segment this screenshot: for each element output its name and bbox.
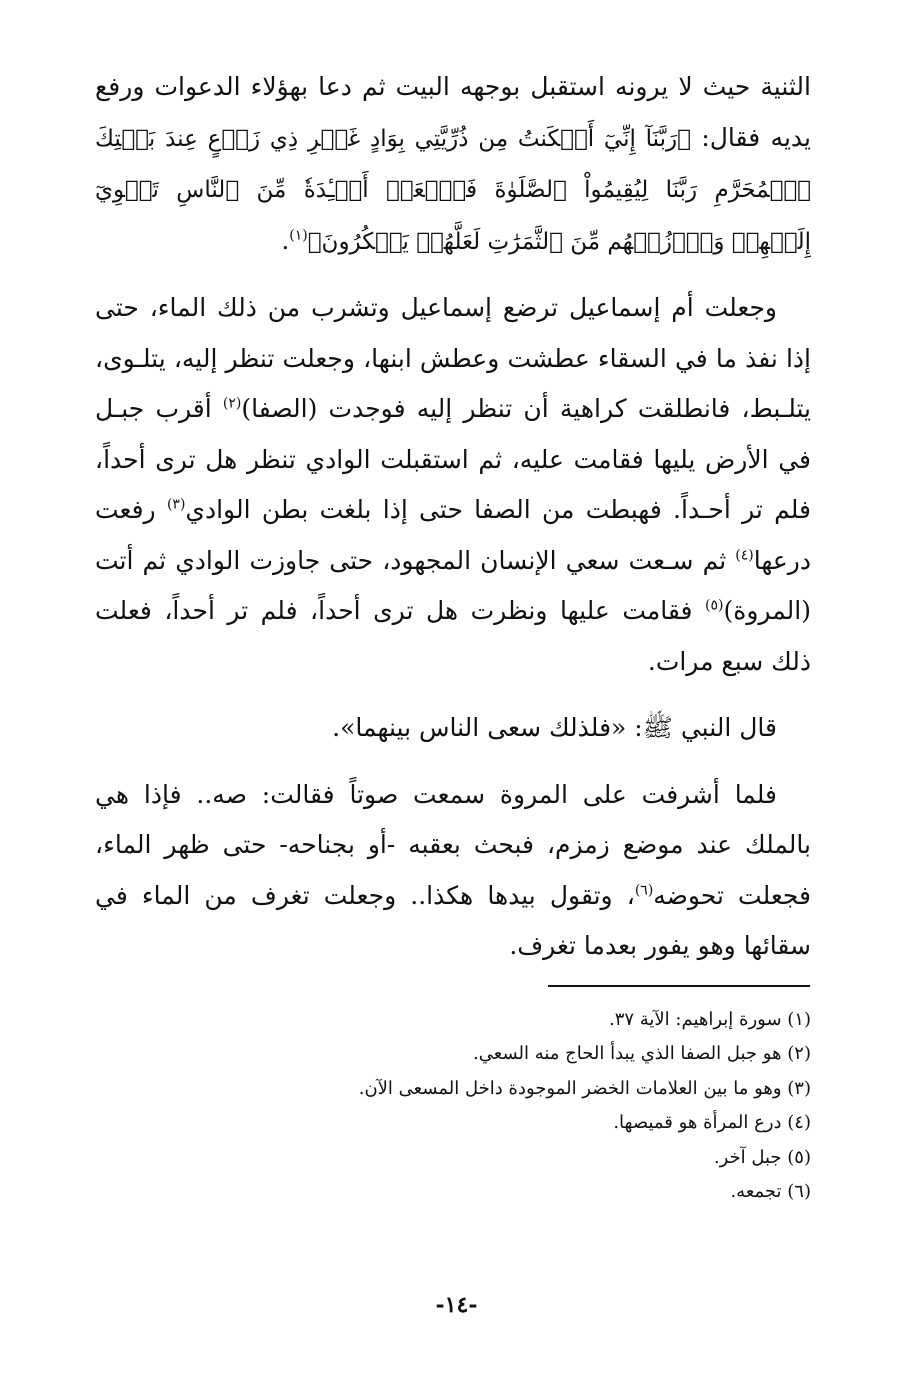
quran-verse: ﴿رَبَّنَآ إِنِّيٓ أَسۡكَنتُ مِن ذُرِّيَّتِي بِوَادٍ غَيۡرِ ذِي زَرۡعٍ عِندَ بَيۡتِكَ ٱلۡمُحَرَّمِ رَبَّنَا لِيُقِيمُواْ ٱلصَّلَوٰةَ فَٱجۡعَلۡ أَفۡـِٔدَةٗ مِّنَ ٱلنَّاسِ تَهۡوِيٓ إِلَيۡهِمۡ وَٱرۡزُقۡهُم مِّنَ ٱلثَّمَرَٰتِ لَعَلَّهُمۡ يَشۡكُرُونَ﴾ [95, 125, 811, 255]
main-text [95, 62, 811, 972]
footnote-ref-4[interactable]: (٤) [735, 547, 754, 564]
footnote-ref-5[interactable]: (٥) [705, 597, 724, 614]
footnote-5: (٥) جبل آخر. [713, 1146, 811, 1168]
paragraph-2-text-4: ثم سـعت سعي الإنسان المجهود، حتى جاوزت الوادي ثم أتت (المروة) [95, 545, 811, 625]
paragraph-4-text-2: ، وتقول بيدها هكذا.. وجعلت تغرف من الماء في سقائها وهو يفور بعدما تغرف. [95, 880, 811, 960]
footnote-6: (٦) تجمعه. [730, 1181, 811, 1203]
paragraph-1-end: . [281, 225, 290, 255]
paragraph-1 [95, 62, 811, 267]
footnote-4: (٤) درع المرأة هو قميصها. [613, 1112, 811, 1134]
paragraph-2-text-1: وجعلت أم إسماعيل ترضع إسماعيل وتشرب من ذلك الماء، حتى إذا نفذ ما في السقاء عطشت وعطش ابنها، وجعلت تنظر إليه، يتلـوى، يتلـبط، فانطلقت كراهية أن تنظر إليه فوجدت (الصفا) [95, 293, 812, 423]
footnote-2: (٢) هو جبل الصفا الذي يبدأ الحاج منه السعي. [473, 1043, 811, 1065]
paragraph-4-text-1: فلما أشرفت على المروة سمعت صوتاً فقالت: صه.. فإذا هي بالملك عند موضع زمزم، فبحث بعقبه -أو بجناحه- حتى ظهر الماء، فجعلت تحوضه [95, 779, 812, 910]
footnote-1: (١) سورة إبراهيم: الآية ٣٧. [608, 1009, 811, 1030]
paragraph-2 [95, 283, 811, 687]
footnote-3: (٣) وهو ما بين العلامات الخضر الموجودة داخل المسعى الآن. [358, 1077, 811, 1099]
footnote-ref-3[interactable]: (٣) [166, 496, 186, 513]
paragraph-4 [95, 770, 811, 972]
paragraph-2-text-2: أقرب جبـل في الأرض يليها فقامت عليه، ثم استقبلت الوادي تنظر هل ترى أحداً، فلم تر أحـداً. فهبطت من الصفا حتى إذا بلغت بطن الوادي [95, 394, 811, 524]
footnote-divider [548, 985, 810, 987]
footnote-ref-6[interactable]: (٦) [634, 882, 654, 899]
paragraph-2-text-3: رفعت درعها [95, 495, 811, 575]
paragraph-3: قال النبي ﷺ: «فلذلك سعى الناس بينهما». [332, 713, 777, 742]
page-number: -١٤- [435, 1292, 478, 1318]
footnote-ref-2[interactable]: (٢) [222, 395, 242, 412]
footnote-ref-1[interactable]: (١) [289, 227, 308, 244]
paragraph-2-text-5: فقامت عليها ونظرت هل ترى أحداً، فلم تر أحداً، فعلت ذلك سبع مرات. [95, 596, 811, 676]
footnotes-list [95, 1003, 811, 1209]
paragraph-1-intro: الثنية حيث لا يرونه استقبل بوجهه البيت ثم دعا بهؤلاء الدعوات ورفع يديه فقال: [95, 72, 811, 152]
